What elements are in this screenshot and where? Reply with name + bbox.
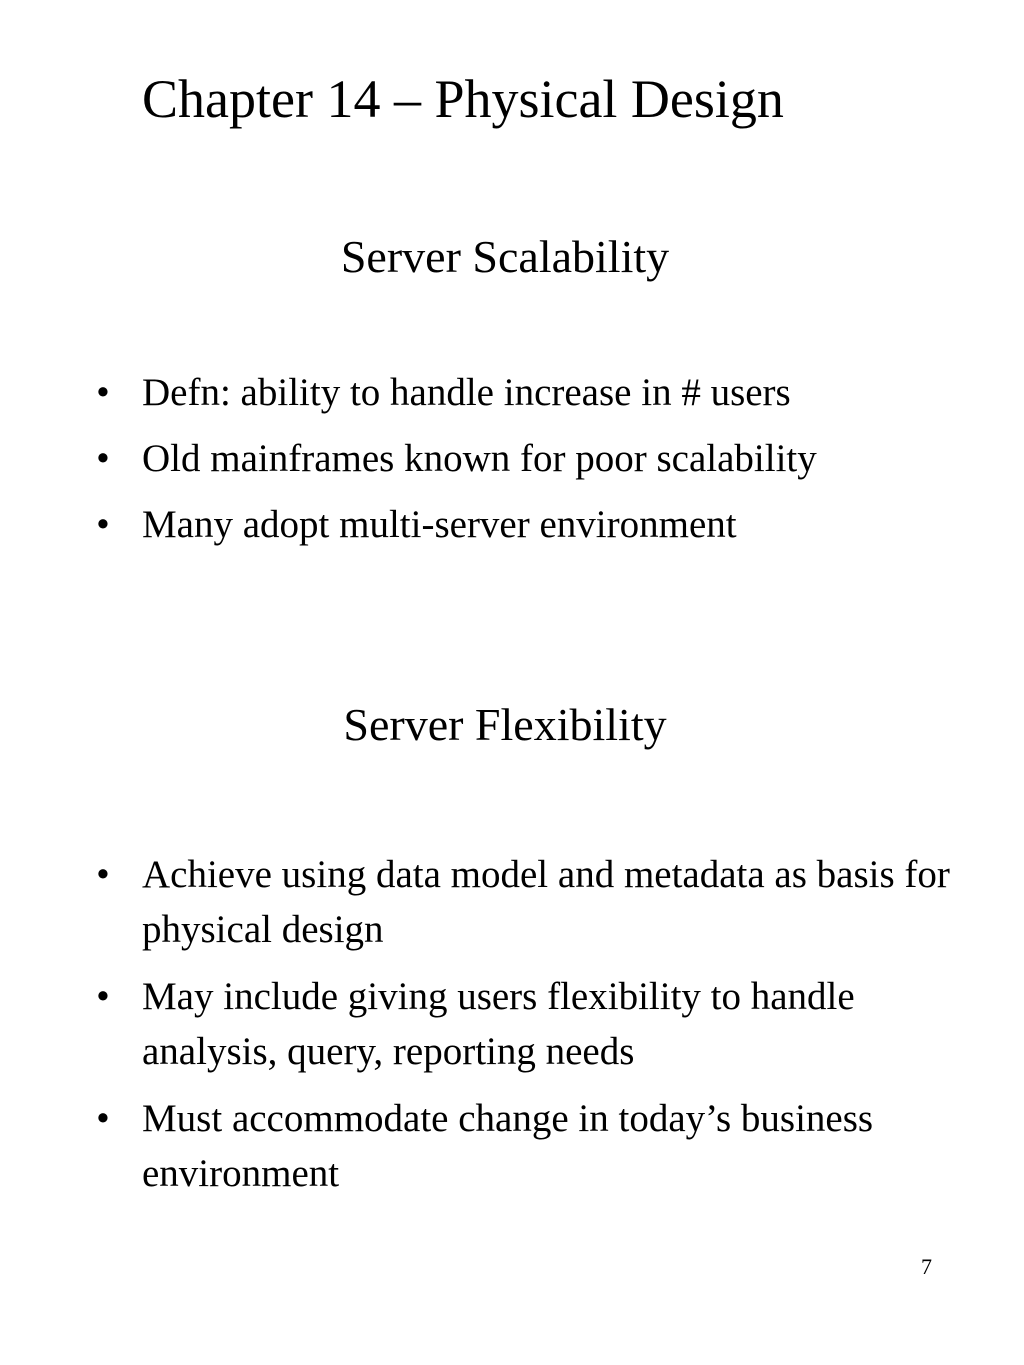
bullet-text: Defn: ability to handle increase in # users: [142, 371, 791, 414]
section-heading-scalability: Server Scalability: [340, 231, 670, 282]
scalability-bullet-list: [88, 365, 968, 563]
bullet-icon: •: [96, 853, 110, 896]
bullet-icon: •: [96, 371, 110, 414]
slide-title: Chapter 14 – Physical Design: [142, 69, 784, 129]
bullet-text: Must accommodate change in today’s business environment: [142, 1097, 874, 1195]
bullet-item: [88, 431, 968, 486]
bullet-text: Old mainframes known for poor scalability: [142, 437, 817, 480]
bullet-item: [88, 497, 968, 552]
bullet-text: Achieve using data model and metadata as basis for physical design: [142, 853, 950, 951]
bullet-icon: •: [96, 975, 110, 1018]
section-heading-flexibility: Server Flexibility: [343, 699, 667, 750]
bullet-item: [88, 1091, 968, 1201]
page-number: 7: [921, 1254, 932, 1279]
flexibility-bullet-list: [88, 847, 968, 1213]
bullet-icon: •: [96, 1097, 110, 1140]
bullet-text: Many adopt multi-server environment: [142, 503, 737, 546]
bullet-item: [88, 365, 968, 420]
bullet-icon: •: [96, 437, 110, 480]
bullet-item: [88, 847, 968, 957]
bullet-text: May include giving users flexibility to handle analysis, query, reporting needs: [142, 975, 855, 1073]
bullet-icon: •: [96, 503, 110, 546]
bullet-item: [88, 969, 968, 1079]
